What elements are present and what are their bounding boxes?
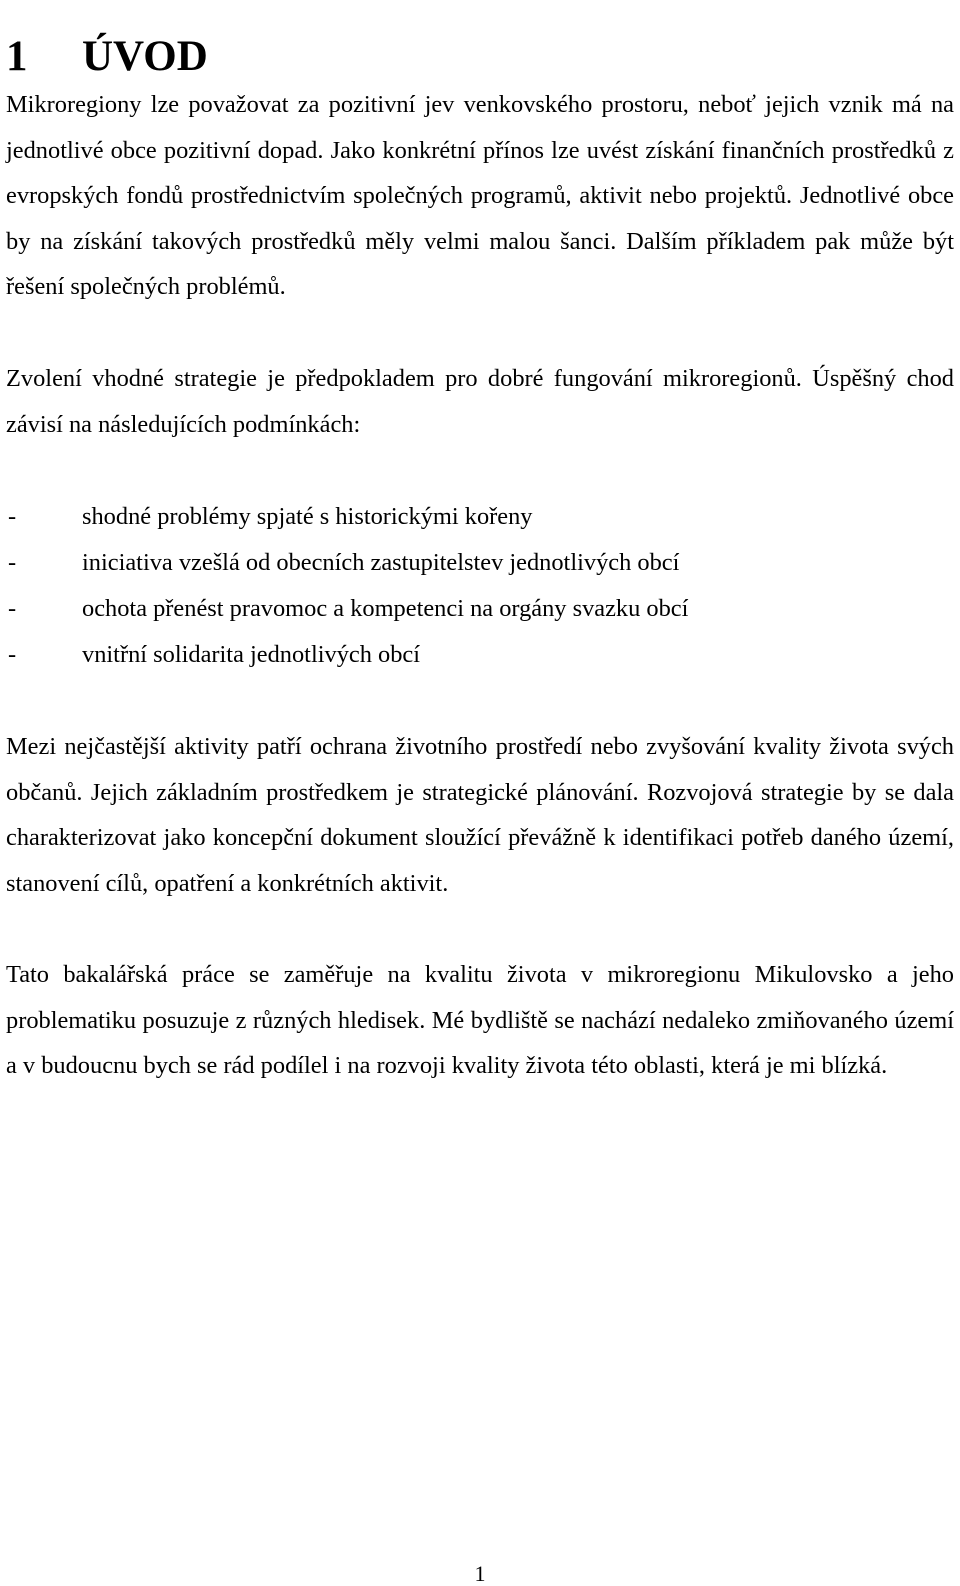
list-dash: -	[8, 549, 17, 576]
paragraph-intro: Mikroregiony lze považovat za pozitivní jev venkovského prostoru, neboť jejich vznik má na jednotlivé obce pozitivní dopad. Jako konkrétní přínos lze uvést získání finančních prostředků z evropských fondů prostřednictvím společných programů, aktivit nebo projektů. Jednotlivé obce by na získání takových prostředků měly velmi malou šanci. Dalším příkladem pak může být řešení společných problémů.	[6, 91, 954, 300]
list-item-text: vnitřní solidarita jednotlivých obcí	[82, 641, 421, 668]
list-item-text: shodné problémy spjaté s historickými kořeny	[82, 503, 533, 530]
list-dash: -	[8, 595, 17, 622]
chapter-title: ÚVOD	[82, 32, 208, 80]
list-item	[6, 632, 954, 678]
list-item	[6, 540, 954, 586]
page-number: 1	[474, 1561, 486, 1586]
paragraph-activities: Mezi nejčastější aktivity patří ochrana životního prostředí nebo zvyšování kvality života svých občanů. Jejich základním prostředkem je strategické plánování. Rozvojová strategie by se dala charakterizovat jako koncepční dokument sloužící převážně k identifikaci potřeb daného území, stanovení cílů, opatření a konkrétních aktivit.	[6, 733, 954, 897]
list-dash: -	[8, 641, 17, 668]
list-item-text: ochota přenést pravomoc a kompetenci na orgány svazku obcí	[82, 595, 689, 622]
list-dash: -	[8, 503, 17, 530]
chapter-number: 1	[6, 32, 28, 80]
list-item	[6, 586, 954, 632]
paragraph-thesis-aim: Tato bakalářská práce se zaměřuje na kvalitu života v mikroregionu Mikulovsko a jeho problematiku posuzuje z různých hledisek. Mé bydliště se nachází nedaleko zmiňovaného území a v budoucnu bych se rád podílel i na rozvoji kvality života této oblasti, která je mi blízká.	[6, 961, 954, 1079]
conditions-list	[6, 494, 954, 678]
list-item-text: iniciativa vzešlá od obecních zastupitelstev jednotlivých obcí	[82, 549, 680, 576]
list-item	[6, 494, 954, 540]
paragraph-strategy: Zvolení vhodné strategie je předpokladem pro dobré fungování mikroregionů. Úspěšný chod závisí na následujících podmínkách:	[6, 365, 954, 438]
chapter-heading	[6, 29, 208, 85]
